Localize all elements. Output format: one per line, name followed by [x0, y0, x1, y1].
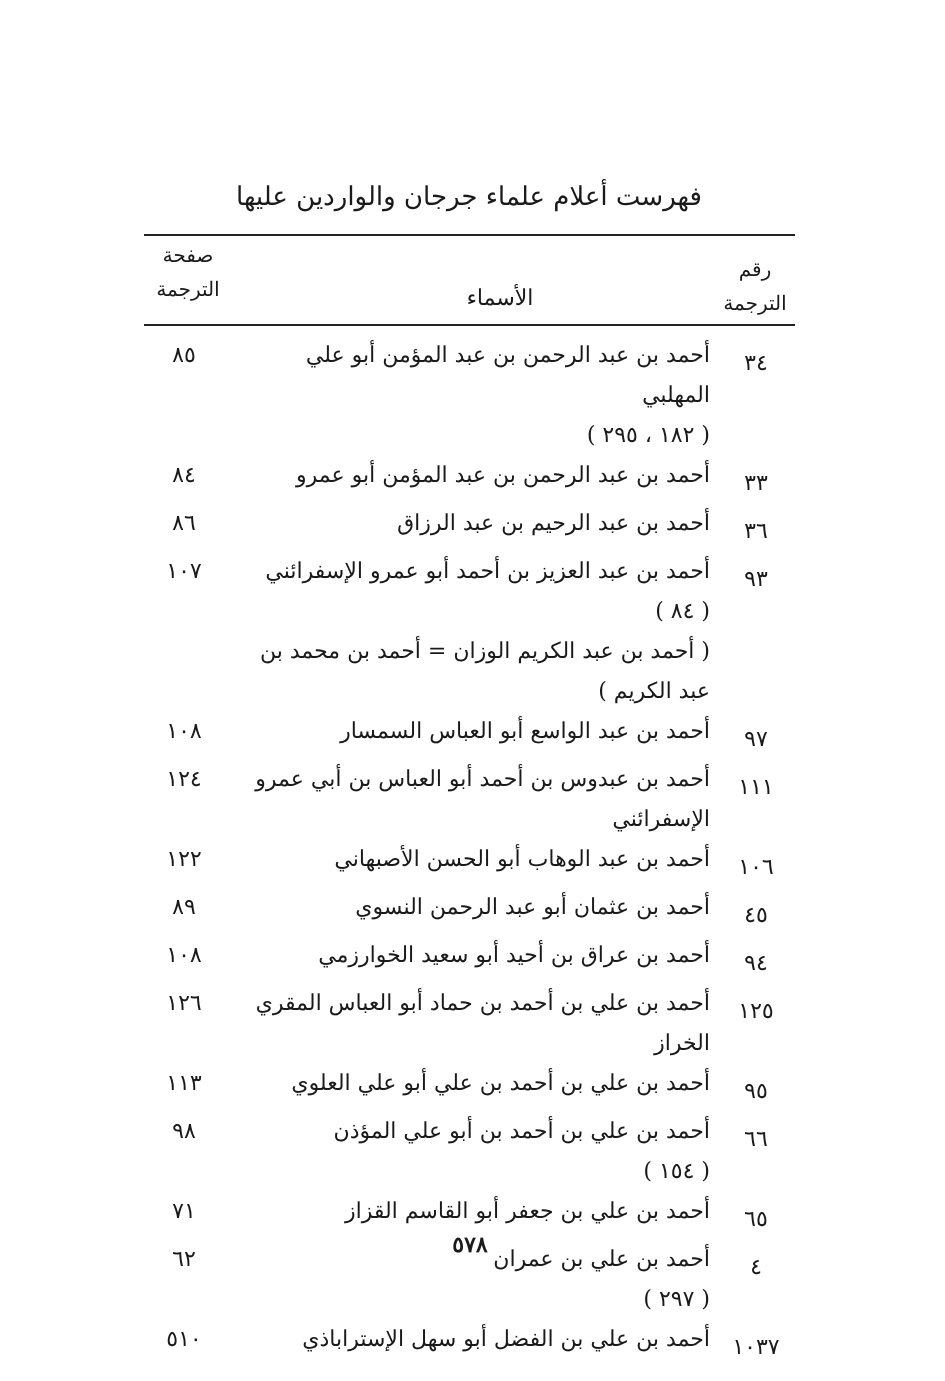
table-row: [144, 456, 796, 504]
header-page-line2: الترجمة: [156, 277, 220, 301]
entry-name-text: أحمد بن عبد العزيز بن أحمد أبو عمرو الإسفرائني: [265, 559, 710, 584]
entry-number: ٦٥: [744, 1207, 768, 1232]
page-title: فهرست أعلام علماء جرجان والواردين عليها: [236, 182, 702, 212]
table-row: [144, 712, 796, 760]
entry-page: ٨٩: [172, 895, 196, 920]
entry-number: ١٢٥: [738, 999, 774, 1024]
entry-name: [224, 336, 716, 456]
entry-number: ٩٣: [744, 567, 768, 592]
entry-page: ٨٤: [172, 463, 196, 488]
entry-name: أحمد بن عبد الرحيم بن عبد الرزاق: [397, 511, 710, 536]
entry-number: ٣٦: [744, 519, 768, 544]
entry-page: ١٠٨: [166, 719, 202, 744]
entry-number: ٦٦: [744, 1127, 768, 1152]
entry-page: ٩٨: [172, 1119, 196, 1144]
table-row: [144, 1112, 796, 1192]
entry-page: ٥١٠: [166, 1327, 202, 1352]
entry-number: ٣٤: [744, 351, 768, 376]
table-row: [144, 1320, 796, 1368]
header-page-line1: صفحة: [162, 243, 214, 267]
entry-page: ١٠٨: [166, 943, 202, 968]
entry-refs: ( ١٥٤ ): [643, 1159, 710, 1184]
entry-name: أحمد بن علي بن الفضل أبو سهل الإستراباذي: [302, 1327, 710, 1352]
entry-page: ٦٢: [172, 1247, 196, 1272]
entry-page: ٨٥: [172, 343, 196, 368]
entry-number: ٩٥: [744, 1079, 768, 1104]
entry-name: أحمد بن علي بن أحمد بن حماد أبو العباس المقري الخراز: [255, 991, 710, 1056]
entry-name-text: أحمد بن علي بن عمران: [493, 1247, 710, 1272]
table-row: [144, 632, 796, 712]
table-row: [144, 504, 796, 552]
entry-name-text: أحمد بن علي بن أحمد بن أبو علي المؤذن: [333, 1119, 710, 1144]
entry-number: ٤٥: [744, 903, 768, 928]
entry-number: ٩٤: [744, 951, 768, 976]
entry-number: ٤: [750, 1255, 762, 1280]
entry-name: أحمد بن عراق بن أحيد أبو سعيد الخوارزمي: [318, 943, 710, 968]
entry-name: أحمد بن علي بن أحمد بن علي أبو علي العلوي: [291, 1071, 710, 1096]
table-row: [144, 552, 796, 632]
table-row: [144, 840, 796, 888]
entry-page: ٨٦: [172, 511, 196, 536]
table-row: [144, 888, 796, 936]
index-table: [144, 336, 796, 1368]
page-number: ٥٧٨: [452, 1232, 488, 1258]
header-names: الأسماء: [466, 286, 534, 311]
entry-number: ١١١: [738, 775, 774, 800]
header-bottom-rule: [144, 324, 795, 326]
entry-name: [224, 552, 716, 632]
entry-page: ١٢٢: [166, 847, 202, 872]
entry-name: أحمد بن عبد الواسع أبو العباس السمسار: [340, 719, 710, 744]
entry-name: ( أحمد بن عبد الكريم الوزان = أحمد بن محمد بن عبد الكريم ): [259, 639, 710, 704]
entry-refs: ( ٨٤ ): [655, 599, 710, 624]
header-entry-number-line1: رقم: [738, 257, 772, 281]
header-page: [148, 238, 228, 306]
table-row: [144, 760, 796, 840]
entry-name: أحمد بن عبد الرحمن بن عبد المؤمن أبو عمرو: [296, 463, 710, 488]
entry-name: أحمد بن عبدوس بن أحمد أبو العباس بن أبي عمرو الإسفرائني: [255, 767, 710, 832]
entry-number: ٩٧: [744, 727, 768, 752]
entry-name: أحمد بن علي بن جعفر أبو القاسم القزاز: [344, 1199, 710, 1224]
entry-page: ١٢٤: [166, 767, 202, 792]
entry-page: ٧١: [172, 1199, 196, 1224]
entry-name: [224, 1112, 716, 1192]
entry-name: أحمد بن عثمان أبو عبد الرحمن النسوي: [355, 895, 710, 920]
entry-name: أحمد بن عبد الوهاب أبو الحسن الأصبهاني: [334, 847, 710, 872]
table-row: [144, 984, 796, 1064]
header-entry-number: [715, 252, 795, 320]
header-top-rule: [144, 234, 795, 236]
entry-number: ٣٣: [744, 471, 768, 496]
table-row: [144, 1064, 796, 1112]
entry-refs: ( ٢٩٧ ): [643, 1287, 710, 1312]
entry-refs: ( ١٨٢ ، ٢٩٥ ): [586, 423, 710, 448]
table-row: [144, 336, 796, 456]
entry-number: ١٠٦: [738, 855, 774, 880]
entry-name-text: أحمد بن عبد الرحمن بن عبد المؤمن أبو علي المهلبي: [305, 343, 710, 408]
entry-number: ١٠٣٧: [732, 1335, 780, 1360]
entry-page: ١٠٧: [166, 559, 202, 584]
entry-page: ١٢٦: [166, 991, 202, 1016]
entry-page: ١١٣: [166, 1071, 202, 1096]
table-row: [144, 936, 796, 984]
entry-number: [716, 632, 796, 640]
header-entry-number-line2: الترجمة: [723, 291, 787, 315]
